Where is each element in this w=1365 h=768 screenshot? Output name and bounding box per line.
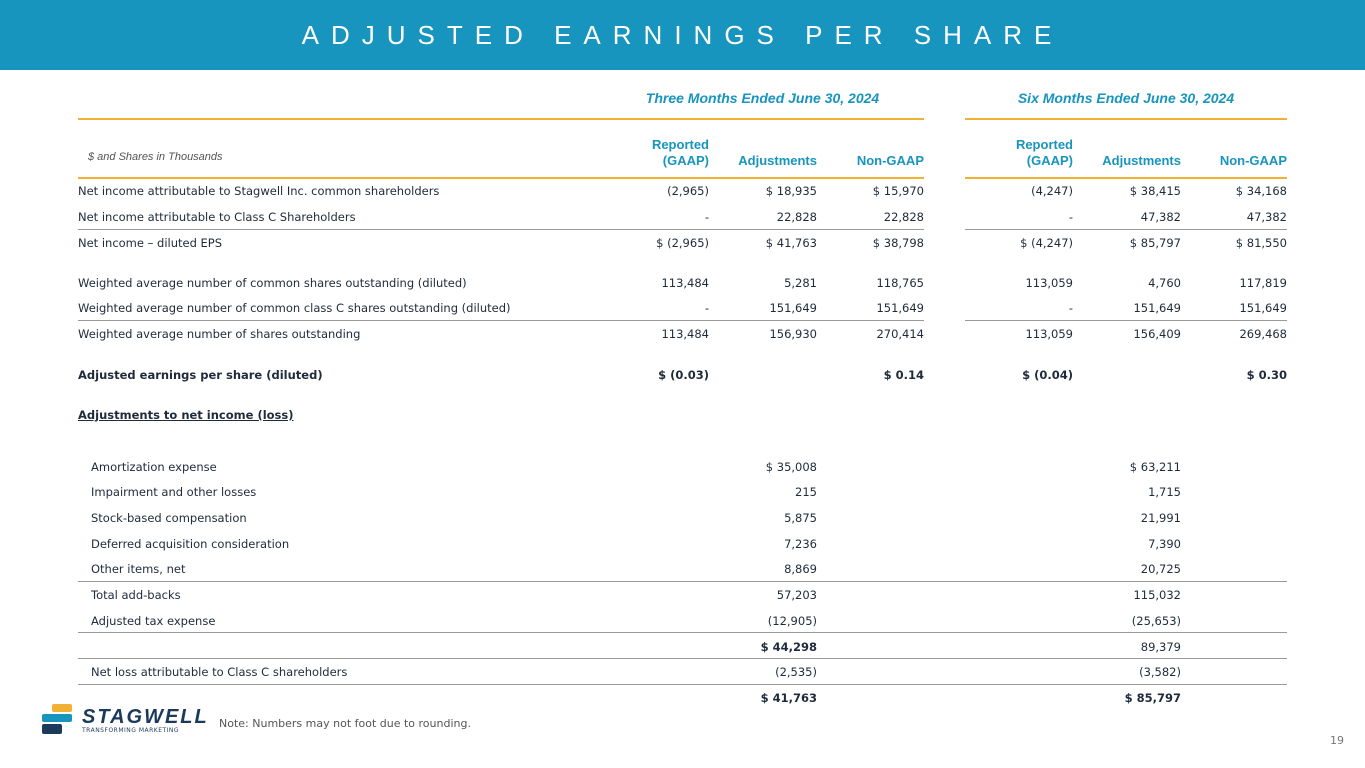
cell: 151,649 [769, 301, 817, 315]
cell: $ 0.30 [1246, 368, 1287, 382]
list-item [0, 537, 1365, 555]
cell: 113,484 [661, 327, 709, 341]
cell: $ (2,965) [656, 236, 709, 250]
cell: $ 15,970 [872, 184, 924, 198]
cell: (3,582) [1139, 665, 1181, 679]
cell: 20,725 [1140, 562, 1181, 576]
row-label: Net income attributable to Stagwell Inc. common shareholders [78, 184, 440, 198]
cell: (2,535) [775, 665, 817, 679]
cell: $ 34,168 [1235, 184, 1287, 198]
cell: $ 63,211 [1129, 460, 1181, 474]
row-divider [78, 658, 1287, 659]
col-reported-line2: (GAAP) [1026, 153, 1073, 168]
col-reported-line1: Reported [1015, 137, 1073, 152]
cell: $ 38,798 [872, 236, 924, 250]
period-three-months: Three Months Ended June 30, 2024 [645, 90, 880, 106]
cell: - [1068, 301, 1073, 315]
col-nongaap-q: Non-GAAP [856, 153, 924, 168]
cell: 1,715 [1148, 485, 1181, 499]
table-row [0, 184, 1365, 202]
col-reported-line1: Reported [651, 137, 709, 152]
cell: $ (0.04) [1022, 368, 1073, 382]
page-title: ADJUSTED EARNINGS PER SHARE [301, 19, 1064, 50]
cell: - [1068, 210, 1073, 224]
row-divider [78, 320, 924, 321]
cell: - [704, 210, 709, 224]
cell: 5,875 [784, 511, 817, 525]
row-label: Weighted average number of common shares outstanding (diluted) [78, 276, 467, 290]
cell: 57,203 [776, 588, 817, 602]
list-item [0, 511, 1365, 529]
list-item [0, 485, 1365, 503]
list-item [0, 665, 1365, 683]
cell: 22,828 [776, 210, 817, 224]
list-item-subtotal [0, 640, 1365, 658]
cell: 47,382 [1246, 210, 1287, 224]
cell: 47,382 [1140, 210, 1181, 224]
cell: $ 35,008 [765, 460, 817, 474]
logo-wordmark: STAGWELL [82, 705, 209, 728]
list-item [0, 588, 1365, 606]
adjustments-heading: Adjustments to net income (loss) [78, 408, 294, 422]
cell: 118,765 [876, 276, 924, 290]
cell: 113,059 [1025, 327, 1073, 341]
table-row [0, 236, 1365, 254]
cell: $ 81,550 [1235, 236, 1287, 250]
cell: 115,032 [1133, 588, 1181, 602]
row-label: Stock-based compensation [91, 511, 247, 525]
cell: $ 85,797 [1124, 691, 1181, 705]
cell: 151,649 [876, 301, 924, 315]
table-row [0, 276, 1365, 294]
cell: 270,414 [876, 327, 924, 341]
footnote: Note: Numbers may not foot due to rounding. [219, 717, 471, 730]
col-adjustments-ytd: Adjustments [1102, 153, 1181, 168]
cell: $ 85,797 [1129, 236, 1181, 250]
cell: 4,760 [1148, 276, 1181, 290]
stagwell-logo-icon [40, 704, 74, 736]
row-label: Other items, net [91, 562, 186, 576]
cell: 151,649 [1133, 301, 1181, 315]
stagwell-logo [40, 704, 209, 736]
list-item [0, 614, 1365, 632]
cell: 269,468 [1239, 327, 1287, 341]
period-underline-left [78, 118, 924, 120]
logo-tagline: TRANSFORMING MARKETING [82, 726, 180, 734]
period-underline-right [965, 118, 1287, 120]
cell: (12,905) [767, 614, 817, 628]
col-nongaap-ytd: Non-GAAP [1219, 153, 1287, 168]
cell: - [704, 301, 709, 315]
cell: 215 [795, 485, 817, 499]
cell: 113,484 [661, 276, 709, 290]
cell: 156,409 [1133, 327, 1181, 341]
cell: $ 41,763 [765, 236, 817, 250]
page-number: 19 [1330, 734, 1344, 747]
row-label: Total add-backs [91, 588, 181, 602]
col-adjustments-q: Adjustments [738, 153, 817, 168]
row-label: Impairment and other losses [91, 485, 257, 499]
list-item [0, 460, 1365, 478]
cell: $ 44,298 [760, 640, 817, 654]
table-row-eps [0, 368, 1365, 386]
table-row [0, 327, 1365, 345]
col-reported-ytd [965, 137, 1073, 169]
col-reported-line2: (GAAP) [662, 153, 709, 168]
row-label: Weighted average number of shares outstanding [78, 327, 361, 341]
row-label: Adjusted earnings per share (diluted) [78, 368, 323, 382]
row-label: Net income attributable to Class C Shareholders [78, 210, 356, 224]
cell: 89,379 [1140, 640, 1181, 654]
cell: 22,828 [883, 210, 924, 224]
list-item [0, 562, 1365, 580]
row-label: Net income – diluted EPS [78, 236, 223, 250]
col-reported-q [600, 137, 709, 169]
adjustments-heading-row [0, 408, 1365, 426]
header-underline-right [965, 177, 1287, 179]
row-divider [78, 581, 1287, 582]
row-label: Adjusted tax expense [91, 614, 216, 628]
row-label: Deferred acquisition consideration [91, 537, 290, 551]
row-label: Weighted average number of common class C shares outstanding (diluted) [78, 301, 511, 315]
cell: (2,965) [667, 184, 709, 198]
cell: $ 41,763 [760, 691, 817, 705]
cell: $ 38,415 [1129, 184, 1181, 198]
row-divider [965, 229, 1287, 230]
cell: 7,390 [1148, 537, 1181, 551]
period-six-months: Six Months Ended June 30, 2024 [1017, 90, 1235, 106]
cell: 21,991 [1140, 511, 1181, 525]
header-banner [0, 0, 1365, 70]
cell: $ (0.03) [658, 368, 709, 382]
cell: 8,869 [784, 562, 817, 576]
row-divider [78, 684, 1287, 685]
cell: 156,930 [769, 327, 817, 341]
cell: 113,059 [1025, 276, 1073, 290]
row-label: Net loss attributable to Class C shareholders [91, 665, 348, 679]
cell: 151,649 [1239, 301, 1287, 315]
cell: (25,653) [1131, 614, 1181, 628]
row-divider [78, 229, 924, 230]
header-underline-left [78, 177, 924, 179]
row-divider [78, 632, 1287, 633]
table-row [0, 301, 1365, 319]
cell: $ 0.14 [883, 368, 924, 382]
cell: $ (4,247) [1020, 236, 1073, 250]
cell: $ 18,935 [765, 184, 817, 198]
table-row [0, 210, 1365, 228]
cell: 7,236 [784, 537, 817, 551]
cell: (4,247) [1031, 184, 1073, 198]
cell: 5,281 [784, 276, 817, 290]
row-label: Amortization expense [91, 460, 217, 474]
units-label: $ and Shares in Thousands [88, 151, 223, 163]
cell: 117,819 [1239, 276, 1287, 290]
row-divider [965, 320, 1287, 321]
